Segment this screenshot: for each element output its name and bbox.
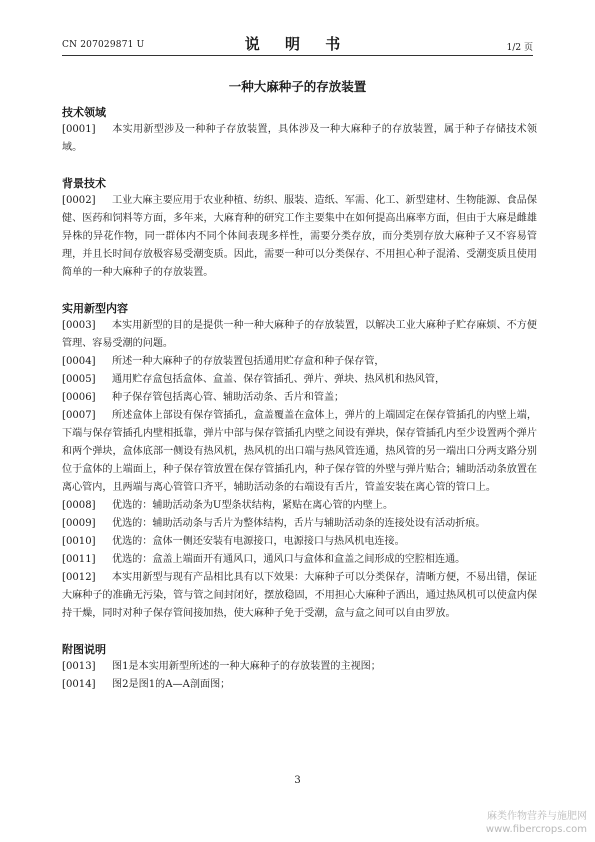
watermark-url: www.fibercrops.com [485, 824, 587, 835]
paragraph [62, 353, 537, 371]
paragraph-text: 优选的：辅助活动条为U型条状结构，紧贴在离心管的内壁上。 [112, 500, 394, 511]
paragraph-number: [0001] [62, 124, 96, 135]
section-heading: 背景技术 [62, 177, 106, 190]
paragraph-number: [0014] [62, 679, 96, 690]
section-background [62, 175, 537, 282]
section-utility-model-content [62, 300, 537, 623]
paragraph-number: [0003] [62, 320, 96, 331]
paragraph [62, 407, 537, 497]
paragraph-text: 图1是本实用新型所述的一种大麻种子的存放装置的主视图； [112, 661, 381, 672]
paragraph-text: 工业大麻主要应用于农业种植、纺织、服装、造纸、军需、化工、新型建材、生物能源、食品保健、医药和饲料等方面，多年来，大麻育种的研究工作主要集中在如何提高出麻率方面，但由于大麻是雌雄异株的异花作物，同一群体内不同个体间表现多样性，需要分类存放，而分类别存放大麻种子又不容易管理，并且长时间存放极容易受潮变质。因此，需要一种可以分类保存、不用担心种子混淆、受潮变质且使用简单的一种大麻种子的存放装置。 [62, 195, 537, 278]
header-rule [62, 55, 533, 56]
paragraph [62, 658, 537, 676]
document-type: 说 明 书 [244, 35, 351, 53]
paragraph-number: [0005] [62, 374, 96, 385]
page-info: 1/2 页 [506, 43, 533, 53]
paragraph-number: [0007] [62, 410, 96, 421]
section-technical-field [62, 104, 537, 157]
document-title: 一种大麻种子的存放装置 [228, 79, 367, 94]
page-number: 3 [294, 775, 301, 786]
paragraph-text: 通用贮存盒包括盒体、盒盖、保存管插孔、弹片、弹块、热风机和热风管， [112, 374, 446, 385]
paragraph-text: 所述一种大麻种子的存放装置包括通用贮存盒和种子保存管， [112, 356, 385, 367]
paragraph-number: [0012] [62, 572, 96, 583]
paragraph [62, 389, 537, 407]
paragraph [62, 192, 537, 282]
paragraph [62, 676, 537, 694]
paragraph-number: [0010] [62, 536, 96, 547]
paragraph [62, 121, 537, 157]
section-heading: 技术领域 [62, 106, 106, 119]
paragraph [62, 371, 537, 389]
paragraph-number: [0006] [62, 392, 96, 403]
paragraph-number: [0013] [62, 661, 96, 672]
paragraph-number: [0009] [62, 518, 96, 529]
paragraph-text: 种子保存管包括离心管、辅助活动条、舌片和管盖； [112, 392, 345, 403]
section-figure-description [62, 641, 537, 694]
paragraph-number: [0008] [62, 500, 96, 511]
paragraph [62, 551, 537, 569]
paragraph-text: 所述盒体上部设有保存管插孔，盒盖覆盖在盒体上，弹片的上端固定在保存管插孔的内壁上端，下端与保存管插孔内壁相抵靠，弹片中部与保存管插孔内壁之间设有弹块，保存管插孔内至少设置两个弹片和两个弹块，盒体底部一侧设有热风机，热风机的出口端与热风管连通，热风管的另一端出口分两支路分别位于盒体的上端面上，种子保存管放置在保存管插孔内，种子保存管的外壁与弹片贴合；辅助活动条放置在离心管内，且两端与离心管管口齐平，辅助活动条的右端设有舌片，管盖安装在离心管的管口上。 [62, 410, 537, 493]
paragraph-text: 本实用新型的目的是提供一种一种大麻种子的存放装置，以解决工业大麻种子贮存麻烦、不方便管理、容易受潮的问题。 [62, 320, 537, 349]
paragraph-number: [0011] [62, 554, 96, 565]
paragraph-number: [0004] [62, 356, 96, 367]
paragraph [62, 497, 537, 515]
watermark-line: 麻类作物营养与施肥网 [487, 811, 587, 822]
paragraph-number: [0002] [62, 195, 96, 206]
paragraph [62, 569, 537, 623]
patent-number: CN 207029871 U [62, 40, 145, 50]
document-body [62, 104, 537, 694]
site-watermark [486, 810, 587, 836]
paragraph [62, 515, 537, 533]
paragraph-text: 优选的：盒体一侧还安装有电源接口，电源接口与热风机电连接。 [112, 536, 405, 547]
paragraph-text: 图2是图1的A—A剖面图； [112, 679, 231, 690]
paragraph-text: 本实用新型涉及一种种子存放装置，具体涉及一种大麻种子的存放装置，属于种子存储技术领域。 [62, 124, 537, 153]
paragraph [62, 533, 537, 551]
paragraph-text: 优选的：盒盖上端面开有通风口，通风口与盒体和盒盖之间形成的空腔相连通。 [112, 554, 466, 565]
paragraph-text: 本实用新型与现有产品相比具有以下效果：大麻种子可以分类保存，清晰方便，不易出错，保证大麻种子的准确无污染，管与管之间封闭好，摆放稳固，不用担心大麻种子洒出，通过热风机可以使盒内保持干燥，同时对种子保存管间接加热，使大麻种子免于受潮，盒与盒之间可以自由罗放。 [62, 572, 537, 619]
section-heading: 附图说明 [62, 643, 106, 656]
section-heading: 实用新型内容 [62, 302, 128, 315]
paragraph [62, 317, 537, 353]
paragraph-text: 优选的：辅助活动条与舌片为整体结构，舌片与辅助活动条的连接处设有活动折痕。 [112, 518, 486, 529]
